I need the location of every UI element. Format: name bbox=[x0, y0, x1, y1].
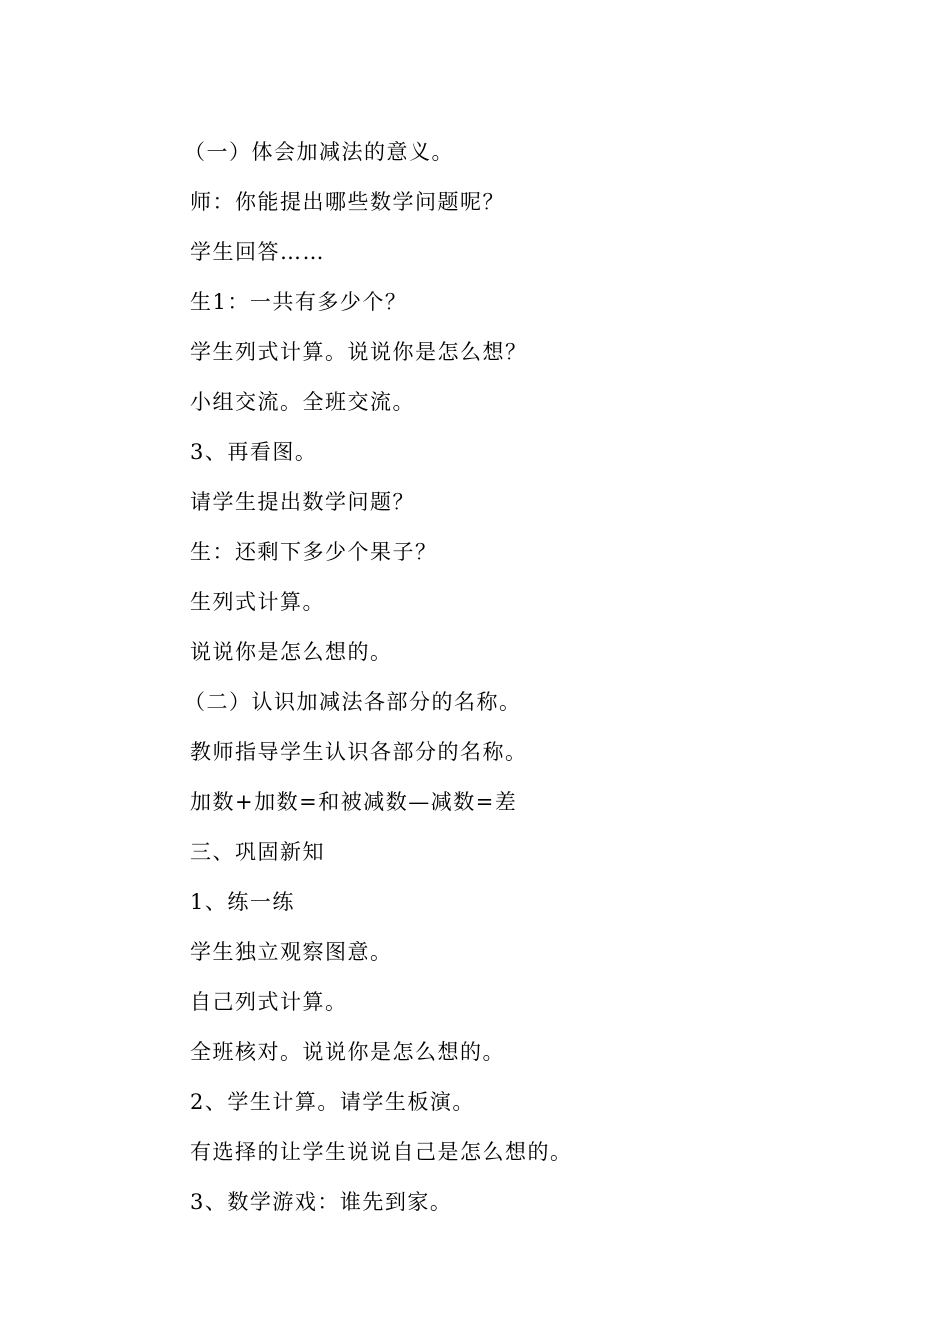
paragraph-line: 教师指导学生认识各部分的名称。 bbox=[190, 740, 528, 764]
paragraph-line: 有选择的让学生说说自己是怎么想的。 bbox=[190, 1140, 573, 1164]
paragraph-line: 小组交流。全班交流。 bbox=[190, 390, 415, 414]
paragraph-line: 自己列式计算。 bbox=[190, 990, 348, 1014]
paragraph-line: 2、学生计算。请学生板演。 bbox=[190, 1090, 475, 1114]
formula-line: 加数+加数=和被减数—减数=差 bbox=[190, 790, 518, 814]
paragraph-line: 全班核对。说说你是怎么想的。 bbox=[190, 1040, 505, 1064]
paragraph-line: 学生回答…… bbox=[190, 240, 325, 264]
paragraph-line: 学生独立观察图意。 bbox=[190, 940, 393, 964]
document-body bbox=[184, 133, 890, 1233]
paragraph-line: 生1：一共有多少个？ bbox=[190, 290, 408, 314]
paragraph-line: 师：你能提出哪些数学问题呢？ bbox=[190, 190, 505, 214]
section-heading-2: （二）认识加减法各部分的名称。 bbox=[184, 690, 522, 714]
paragraph-line: 请学生提出数学问题？ bbox=[190, 490, 415, 514]
paragraph-line: 生：还剩下多少个果子？ bbox=[190, 540, 438, 564]
section-heading-3: 三、巩固新知 bbox=[190, 840, 325, 864]
paragraph-line: 1、练一练 bbox=[190, 890, 295, 914]
paragraph-line: 说说你是怎么想的。 bbox=[190, 640, 393, 664]
paragraph-line: 生列式计算。 bbox=[190, 590, 325, 614]
paragraph-line: 3、再看图。 bbox=[190, 440, 318, 464]
section-heading-1: （一）体会加减法的意义。 bbox=[184, 140, 454, 164]
paragraph-line: 3、数学游戏：谁先到家。 bbox=[190, 1190, 453, 1214]
paragraph-line: 学生列式计算。说说你是怎么想？ bbox=[190, 340, 528, 364]
